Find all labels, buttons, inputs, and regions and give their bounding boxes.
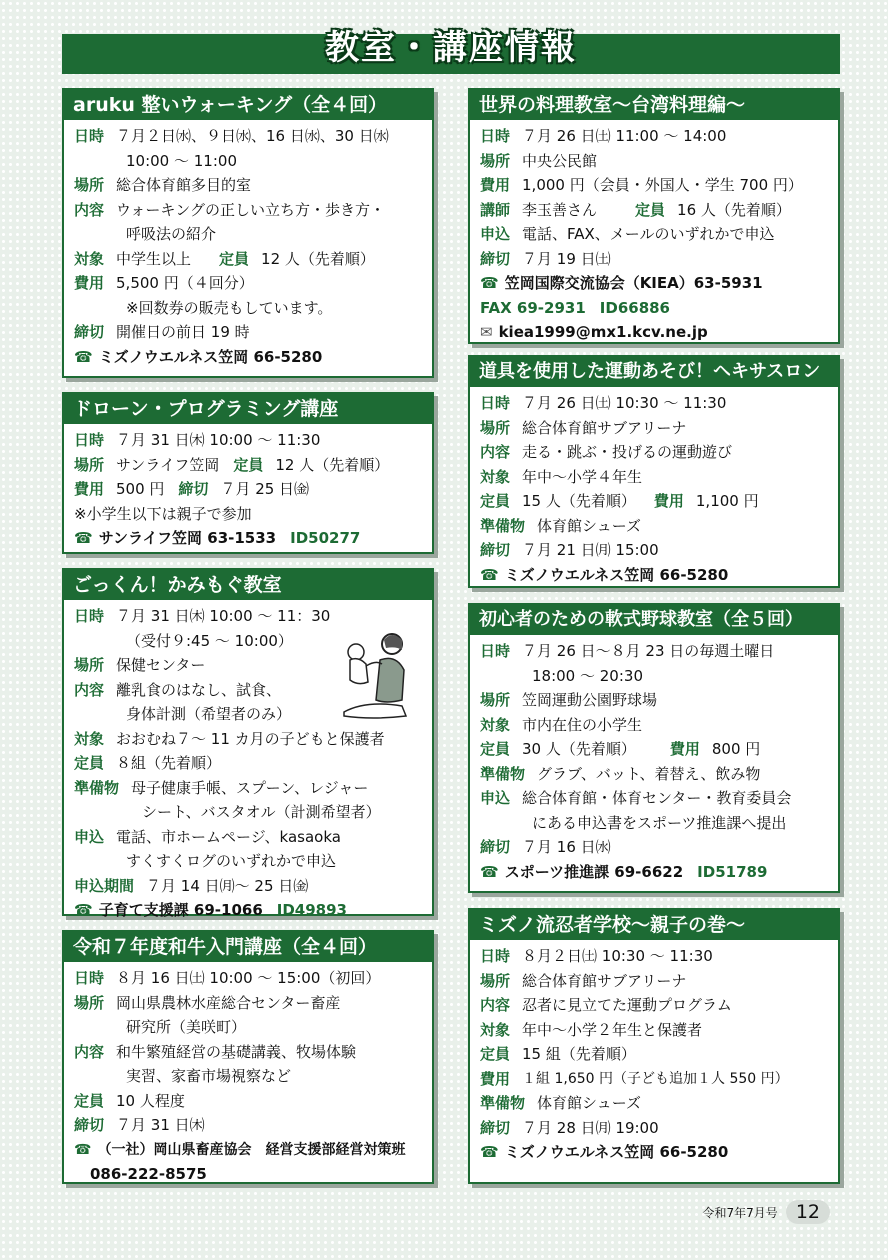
date: ７月２日㈬、９日㈬、16 日㈬、30 日㈬ xyxy=(116,127,389,145)
fee: 1,100 円 xyxy=(695,492,759,510)
label: 定員 xyxy=(74,1091,105,1110)
label: 締切 xyxy=(480,541,511,559)
items: 体育館シューズ xyxy=(537,516,641,535)
label: 申込期間 xyxy=(74,876,135,895)
place-cont: 研究所（美咲町） xyxy=(126,1018,247,1036)
target: 市内在住の小学生 xyxy=(522,715,643,734)
phone-icon: ☎ xyxy=(74,1141,92,1158)
contact: ミズノウエルネス笠岡 66-5280 xyxy=(98,347,323,366)
email: kiea1999@mx1.kcv.ne.jp xyxy=(498,323,708,341)
label: 準備物 xyxy=(480,516,526,535)
capacity: 10 人程度 xyxy=(116,1091,185,1110)
label: 内容 xyxy=(74,1042,105,1061)
phone-icon: ☎ xyxy=(480,1143,499,1161)
card-cooking xyxy=(468,88,840,344)
fee: 1,000 円（会員・外国人・学生 700 円） xyxy=(522,176,803,194)
capacity: 16 人（先着順） xyxy=(677,200,791,219)
label: 対象 xyxy=(74,249,105,268)
label: 場所 xyxy=(74,993,105,1012)
label: 締切 xyxy=(480,249,511,268)
fee: 500 円 xyxy=(116,480,165,498)
label: 費用 xyxy=(480,1069,511,1088)
card-title: 初心者のための軟式野球教室（全５回） xyxy=(470,605,838,635)
label: 場所 xyxy=(480,691,511,709)
content: ウォーキングの正しい立ち方・歩き方・ xyxy=(116,200,385,219)
deadline: ７月 25 日㈮ xyxy=(220,480,310,498)
capacity: 15 組（先着順） xyxy=(522,1045,636,1063)
label: 定員 xyxy=(233,455,264,474)
content-cont: 呼吸法の紹介 xyxy=(126,225,217,243)
target: おおむね７～ 11 カ月の子どもと保護者 xyxy=(116,729,385,748)
label: 準備物 xyxy=(74,778,120,797)
card-title: aruku 整いウォーキング（全４回） xyxy=(64,90,432,120)
label: 費用 xyxy=(74,480,105,498)
label: 定員 xyxy=(480,1045,511,1063)
page-id: ID66886 xyxy=(599,298,670,317)
phone-icon: ☎ xyxy=(480,565,499,584)
place: 岡山県農林水産総合センター畜産 xyxy=(116,993,341,1012)
label: 日時 xyxy=(480,642,511,660)
deadline: ７月 28 日㈪ 19:00 xyxy=(522,1118,659,1137)
date: ７月 31 日㈭ 10:00 ～ 11：30 xyxy=(116,607,331,625)
deadline: ７月 21 日㈪ 15:00 xyxy=(522,541,659,559)
label: 場所 xyxy=(480,418,511,437)
apply-cont: にある申込書をスポーツ推進課へ提出 xyxy=(532,813,787,832)
contact: スポーツ推進課 69-6622 xyxy=(504,862,684,881)
fee: １組 1,650 円（子ども追加１人 550 円） xyxy=(522,1070,789,1087)
label: 費用 xyxy=(669,740,700,758)
apply: 電話、市ホームページ、kasaoka xyxy=(116,827,341,846)
label: 場所 xyxy=(74,656,105,674)
label: 費用 xyxy=(653,492,684,510)
page-footer xyxy=(703,1200,830,1224)
issue-label: 令和7年7月号 xyxy=(702,1205,778,1220)
label: 対象 xyxy=(480,467,511,486)
card-drone xyxy=(62,392,434,554)
card-baseball xyxy=(468,603,840,893)
target: 年中～小学４年生 xyxy=(522,467,643,486)
date: ７月 26 日～８月 23 日の毎週土曜日 xyxy=(522,642,775,660)
note: ※小学生以下は親子で参加 xyxy=(74,504,252,523)
capacity: 30 人（先着順） xyxy=(522,740,636,758)
time: 10:00 ～ 11:00 xyxy=(126,151,237,170)
place: 総合体育館サブアリーナ xyxy=(522,418,687,437)
deadline: 開催日の前日 19 時 xyxy=(116,323,250,341)
mother-feeding-baby-illustration xyxy=(336,630,412,720)
date: ７月 26 日㈯ 11:00 ～ 14:00 xyxy=(522,127,727,145)
content-cont: 身体計測（希望者のみ） xyxy=(126,705,292,723)
label: 準備物 xyxy=(480,1094,526,1112)
label: 締切 xyxy=(74,323,105,341)
card-hexathlon xyxy=(468,355,840,588)
contact: ミズノウエルネス笠岡 66-5280 xyxy=(504,565,729,584)
contact: （一社）岡山県畜産協会 経営支援部経営対策班 xyxy=(97,1141,406,1158)
label: 締切 xyxy=(480,838,511,856)
card-title: 世界の料理教室～台湾料理編～ xyxy=(470,90,838,120)
label: 費用 xyxy=(74,274,105,292)
label: 場所 xyxy=(74,176,105,194)
contact: サンライフ笠岡 63-1533 xyxy=(98,529,277,547)
fax: FAX 69-2931 xyxy=(480,298,586,317)
label: 内容 xyxy=(480,996,511,1014)
reception-time: （受付９:45 ～ 10:00） xyxy=(126,631,293,650)
date: ８月２日㈯ 10:30 ～ 11:30 xyxy=(522,947,713,965)
label: 日時 xyxy=(74,607,105,625)
label: 講師 xyxy=(480,200,511,219)
card-title: ドローン・プログラミング講座 xyxy=(64,394,432,424)
label: 締切 xyxy=(178,480,209,498)
capacity: 12 人（先着順） xyxy=(275,455,390,474)
label: 場所 xyxy=(480,971,511,990)
date: ７月 31 日㈭ 10:00 ～ 11:30 xyxy=(116,431,321,449)
target: 中学生以上 xyxy=(116,249,192,268)
deadline: ７月 31 日㈭ xyxy=(116,1116,205,1134)
place: サンライフ笠岡 xyxy=(116,455,220,474)
banner-title: 教室・講座情報 xyxy=(325,27,577,68)
label: 対象 xyxy=(480,1020,511,1039)
card-title: 道具を使用した運動あそび！ヘキサスロン xyxy=(470,357,838,387)
items-cont: シート、バスタオル（計測希望者） xyxy=(142,803,381,821)
place: 保健センター xyxy=(116,656,206,674)
apply-cont: すくすくログのいずれかで申込 xyxy=(126,852,337,870)
content: 和牛繁殖経営の基礎講義、牧場体験 xyxy=(116,1042,357,1061)
date: ８月 16 日㈯ 10:00 ～ 15:00（初回） xyxy=(116,969,381,987)
label: 定員 xyxy=(480,492,511,510)
place: 笠岡運動公園野球場 xyxy=(522,691,658,709)
deadline: ７月 16 日㈬ xyxy=(522,838,611,856)
apply: 電話、FAX、メールのいずれかで申込 xyxy=(522,225,775,243)
capacity: 15 人（先着順） xyxy=(522,492,636,510)
section-banner xyxy=(62,27,840,74)
label: 日時 xyxy=(74,969,105,987)
fee: 5,500 円（４回分） xyxy=(116,274,254,292)
deadline: ７月 19 日㈯ xyxy=(522,249,611,268)
label: 準備物 xyxy=(480,764,526,783)
label: 定員 xyxy=(219,249,250,268)
label: 日時 xyxy=(74,431,105,449)
phone-icon: ☎ xyxy=(480,274,499,292)
label: 日時 xyxy=(480,127,511,145)
phone-icon: ☎ xyxy=(74,347,93,366)
label: 定員 xyxy=(480,740,511,758)
page-id: ID50277 xyxy=(290,529,361,547)
capacity: 12 人（先着順） xyxy=(261,249,375,268)
card-baby-food xyxy=(62,568,434,919)
label: 内容 xyxy=(480,443,511,461)
content: 忍者に見立てた運動プログラム xyxy=(522,996,732,1014)
label: 日時 xyxy=(480,947,511,965)
label: 定員 xyxy=(74,754,105,772)
time: 18:00 ～ 20:30 xyxy=(532,666,643,685)
label: 内容 xyxy=(74,680,105,699)
label: 日時 xyxy=(480,394,511,412)
card-ninja xyxy=(468,908,840,1184)
label: 日時 xyxy=(74,127,105,145)
page-id: ID51789 xyxy=(697,862,768,881)
label: 内容 xyxy=(74,200,105,219)
fee: 800 円 xyxy=(711,740,761,758)
label: 対象 xyxy=(74,729,105,748)
target: 年中～小学２年生と保護者 xyxy=(522,1020,703,1039)
label: 対象 xyxy=(480,715,511,734)
items: グラブ、バット、着替え、飲み物 xyxy=(537,764,761,783)
mail-icon: ✉ xyxy=(480,323,493,341)
card-title: ごっくん！かみもぐ教室 xyxy=(64,570,432,600)
card-title: ミズノ流忍者学校～親子の巻～ xyxy=(470,910,838,940)
place: 総合体育館サブアリーナ xyxy=(522,971,687,990)
card-title: 令和７年度和牛入門講座（全４回） xyxy=(64,932,432,962)
label: 費用 xyxy=(480,176,511,194)
page-id: ID49893 xyxy=(276,901,347,919)
fee-note: ※回数券の販売もしています。 xyxy=(126,298,333,317)
date: ７月 26 日㈯ 10:30 ～ 11:30 xyxy=(522,394,727,412)
items: 母子健康手帳、スプーン、レジャー xyxy=(131,778,369,797)
content: 走る・跳ぶ・投げるの運動遊び xyxy=(522,443,733,461)
label: 場所 xyxy=(74,455,105,474)
phone-number: 086-222-8575 xyxy=(90,1165,207,1183)
label: 申込 xyxy=(74,827,105,846)
capacity: ８組（先着順） xyxy=(116,754,222,772)
contact: 笠岡国際交流協会（KIEA）63-5931 xyxy=(504,274,763,292)
label: 締切 xyxy=(480,1118,511,1137)
phone-icon: ☎ xyxy=(74,901,93,919)
phone-icon: ☎ xyxy=(480,862,499,881)
items: 体育館シューズ xyxy=(537,1094,641,1112)
phone-icon: ☎ xyxy=(74,529,93,547)
contact: ミズノウエルネス笠岡 66-5280 xyxy=(504,1143,729,1161)
content: 離乳食のはなし、試食、 xyxy=(116,680,282,699)
card-wagyu xyxy=(62,930,434,1184)
label: 申込 xyxy=(480,225,511,243)
card-walking xyxy=(62,88,434,378)
period: ７月 14 日㈪～ 25 日㈮ xyxy=(146,876,309,895)
label: 締切 xyxy=(74,1116,105,1134)
apply: 総合体育館・体育センター・教育委員会 xyxy=(522,789,792,807)
contact: 子育て支援課 69-1066 xyxy=(98,901,263,919)
lecturer: 李玉善さん xyxy=(522,200,598,219)
place: 中央公民館 xyxy=(522,151,598,170)
label: 定員 xyxy=(635,200,666,219)
label: 申込 xyxy=(480,789,511,807)
content-cont: 実習、家畜市場視察など xyxy=(126,1067,292,1085)
place: 総合体育館多目的室 xyxy=(116,176,252,194)
label: 場所 xyxy=(480,151,511,170)
page-number: 12 xyxy=(786,1200,830,1224)
